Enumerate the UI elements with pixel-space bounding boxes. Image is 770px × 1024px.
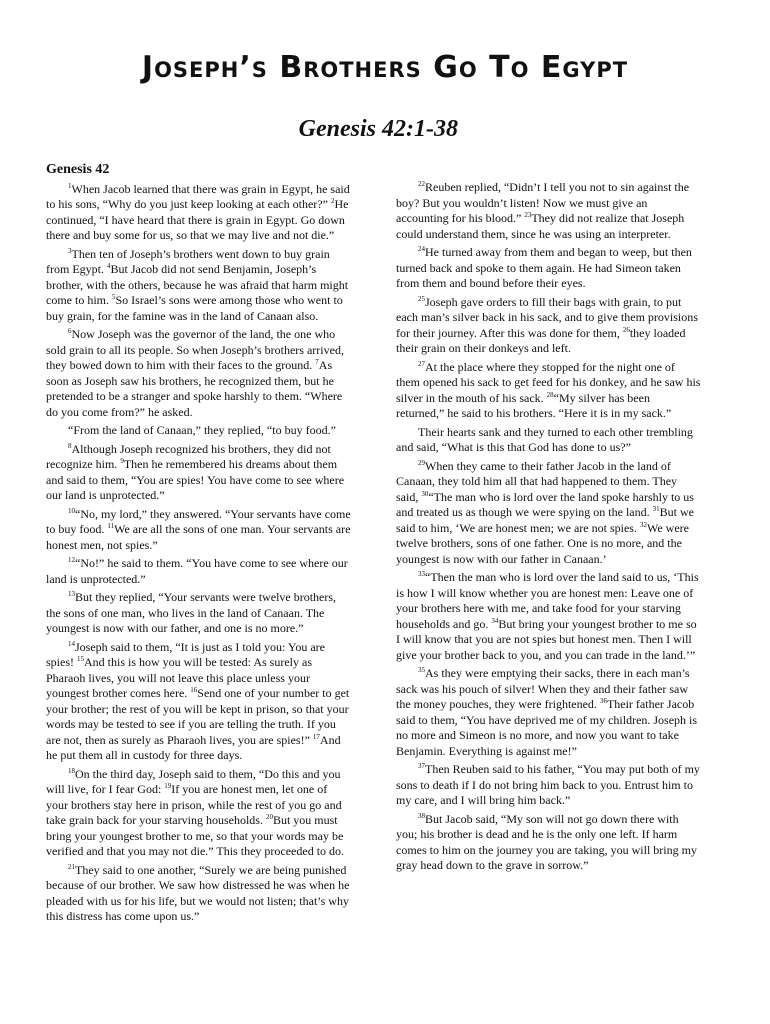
verse-text: Their father Jacob said to them, “You have deprived me of my children. Joseph is no more and Simeon is no more, and now you want to take Benjamin. Everything is against me!” (396, 697, 698, 758)
verse-number: 6 (68, 327, 72, 335)
verse-text: “No!” he said to them. “You have come to see where our land is unprotected.” (46, 556, 348, 586)
verse-number: 13 (68, 590, 75, 598)
verse-number: 10 (68, 506, 75, 515)
verse-text: Send one of your number to get your brother; the rest of you will be kept in prison, so that your words may be tested to see if you are telling the truth. If you are not, then as surely as Pharaoh lives, you are spies!” (46, 686, 350, 747)
verse-text: “No, my lord,” they answered. “Your servants have come to buy food. (46, 506, 351, 536)
verse-text: Joseph said to them, “It is just as I told you: You are spies! (46, 639, 325, 669)
verse-text: Joseph gave orders to fill their bags with grain, to put each man’s silver back in his sack, and to give them provisions for their journey. After this was done for them, (396, 294, 698, 340)
verse-paragraph (46, 863, 351, 925)
verse-text: And he put them all in custody for three days. (46, 732, 341, 762)
verse-number: 25 (418, 294, 425, 303)
verse-text: Then Reuben said to his father, “You may put both of my sons to death if I do not bring him back to you. Entrust him to my care, and I will bring him back.” (396, 762, 700, 807)
verse-text: But Jacob did not send Benjamin, Joseph’s brother, with the others, because he was afraid that harm might come to him. (46, 262, 349, 307)
verse-text: When Jacob learned that there was grain in Egypt, he said to his sons, “Why do you just keep looking at each other?” (46, 181, 350, 211)
verse-number: 23 (524, 211, 532, 219)
verse-number: 37 (418, 762, 425, 770)
verse-text: But we said to him, ‘We are honest men; we are not spies. (396, 505, 694, 535)
verse-text: At the place where they stopped for the night one of them opened his sack to get feed for his donkey, and he saw his silver in the mouth of his sack. (396, 359, 701, 405)
verse-paragraph (46, 182, 351, 244)
verse-text: We were twelve brothers, sons of one father. One is no more, and the youngest is now with our father in Canaan.’ (396, 520, 689, 566)
verse-paragraph (46, 556, 351, 587)
verse-text: Then he remembered his dreams about them and said to them, “You are spies! You have come to see where our land is unprotected.” (46, 457, 345, 502)
verse-text: “My silver has been returned,” he said to his brothers. “Here it is in my sack.” (396, 390, 672, 420)
verse-text: So Israel’s sons were among those who went to buy grain, for the famine was in the land of Canaan also. (46, 293, 343, 323)
verse-number: 21 (68, 862, 75, 871)
verse-text: We are all the sons of one man. Your servants are honest men, not spies.” (46, 522, 351, 552)
verse-number: 5 (112, 293, 116, 301)
verse-number: 20 (265, 813, 273, 821)
verse-number: 4 (107, 262, 111, 270)
verse-paragraph (396, 762, 701, 809)
verse-paragraph (396, 459, 701, 568)
verse-text: They said to one another, “Surely we are being punished because of our brother. We saw how distressed he was when he pleaded with us for his life, but we would not listen; that’s why this distress has come upon us.” (46, 862, 350, 923)
verse-paragraph (396, 180, 701, 242)
verse-number: 30 (421, 489, 429, 498)
verse-text: When they came to their father Jacob in the land of Canaan, they told him all that had happened to them. They said, (396, 458, 678, 504)
verse-text: they loaded their grain on their donkeys and left. (396, 325, 686, 355)
verse-text: But Jacob said, “My son will not go down there with you; his brother is dead and he is the only one left. If harm comes to him on the journey you are taking, you will bring my gray head down to the grave in sorrow.” (396, 811, 697, 872)
verse-number: 32 (639, 520, 647, 529)
verse-number: 27 (418, 359, 425, 368)
verse-paragraph (396, 425, 701, 456)
verse-number: 34 (491, 616, 499, 625)
left-column-body (46, 182, 351, 925)
verse-number: 8 (68, 441, 72, 450)
verse-text: Now Joseph was the governor of the land, the one who sold grain to all its people. So when Joseph’s brothers arrived, they bowed down to him with their faces to the ground. (46, 327, 344, 372)
verse-number: 35 (418, 666, 425, 674)
verse-text: “From the land of Canaan,” they replied, “to buy food.” (68, 423, 336, 437)
verse-text: Then ten of Joseph’s brothers went down to buy grain from Egypt. (46, 246, 330, 276)
verse-number: 38 (418, 811, 425, 820)
verse-text: “The man who is lord over the land spoke harshly to us and treated us as though we were spying on the land. (396, 489, 694, 519)
verse-text: On the third day, Joseph said to them, “Do this and you will live, for I fear God: (46, 766, 341, 796)
verse-number: 16 (190, 686, 198, 694)
scripture-reference: Genesis 42:1-38 (298, 116, 458, 142)
verse-paragraph (46, 247, 351, 325)
verse-number: 28 (546, 390, 554, 399)
left-column (46, 162, 351, 928)
verse-paragraph (46, 640, 351, 764)
verse-number: 3 (68, 246, 72, 255)
right-column (396, 180, 701, 877)
verse-paragraph (396, 812, 701, 874)
verse-paragraph (46, 423, 351, 439)
verse-number: 22 (418, 180, 425, 188)
verse-paragraph (396, 245, 701, 292)
verse-paragraph (46, 442, 351, 504)
verse-number: 24 (418, 245, 425, 253)
verse-number: 2 (330, 197, 335, 205)
verse-text: And this is how you will be tested: As surely as Pharaoh lives, you will not leave this place unless your youngest brother comes here. (46, 655, 312, 700)
verse-number: 31 (652, 505, 660, 513)
page-title: Joseph’s Brothers Go To Egypt (141, 50, 629, 85)
verse-paragraph (46, 590, 351, 637)
verse-text: If you are honest men, let one of your brothers stay here in prison, while the rest of you go and take grain back for your starving households. (46, 782, 342, 827)
verse-number: 7 (315, 358, 319, 366)
verse-paragraph (46, 767, 351, 860)
verse-number: 14 (68, 639, 75, 648)
verse-number: 36 (599, 697, 607, 705)
verse-text: They did not realize that Joseph could understand them, since he was using an interpreter. (396, 211, 685, 241)
verse-number: 11 (107, 522, 115, 530)
verse-number: 12 (68, 556, 75, 564)
verse-text: But they replied, “Your servants were twelve brothers, the sons of one man, who lives in the land of Canaan. The youngest is now with our father, and one is no more.” (46, 590, 337, 635)
verse-number: 19 (164, 782, 172, 790)
verse-text: As they were emptying their sacks, there in each man’s sack was his pouch of silver! When they and their father saw the money pouches, they were frightened. (396, 666, 690, 711)
verse-paragraph (396, 360, 701, 422)
verse-number: 33 (418, 570, 425, 578)
right-column-body (396, 180, 701, 874)
verse-paragraph (396, 295, 701, 357)
verse-number: 15 (77, 655, 84, 663)
verse-text: Reuben replied, “Didn’t I tell you not to sin against the boy? But you wouldn’t listen! Now we must give an accounting for his blood.” (396, 180, 690, 225)
verse-number: 1 (68, 181, 72, 190)
verse-text: Although Joseph recognized his brothers, they did not recognize him. (46, 441, 331, 471)
verse-number: 9 (120, 457, 124, 465)
verse-paragraph (396, 570, 701, 663)
verse-text: He turned away from them and began to weep, but then turned back and spoke to them again. He had Simeon taken from them and bound before their eyes. (396, 245, 692, 290)
verse-paragraph (46, 507, 351, 554)
verse-text: Their hearts sank and they turned to each other trembling and said, “What is this that God has done to us?” (396, 424, 693, 454)
verse-number: 17 (312, 732, 320, 741)
verse-number: 29 (418, 458, 425, 467)
verse-text: But bring your youngest brother to me so I will know that you are not spies but honest men. Then I will give your brother back to you, and you can trade in the land.’” (396, 616, 697, 662)
verse-paragraph (46, 327, 351, 420)
section-heading: Genesis 42 (46, 162, 110, 177)
verse-text: He continued, “I have heard that there is grain in Egypt. Go down there and buy some for us, so that we may live and not die.” (46, 197, 349, 242)
verse-number: 26 (622, 325, 630, 334)
verse-number: 18 (68, 766, 75, 775)
verse-text: As soon as Joseph saw his brothers, he recognized them, but he pretended to be a stranger and spoke harshly to them. “Where do you come from?” he asked. (46, 358, 343, 419)
verse-text: But you must bring your youngest brother to me, so that your words may be verified and that you may not die.” This they proceeded to do. (46, 813, 345, 858)
verse-paragraph (396, 666, 701, 759)
verse-text: “Then the man who is lord over the land said to us, ‘This is how I will know whether you are honest men: Leave one of your brothers here with me, and take food for your starving households and go. (396, 570, 699, 631)
